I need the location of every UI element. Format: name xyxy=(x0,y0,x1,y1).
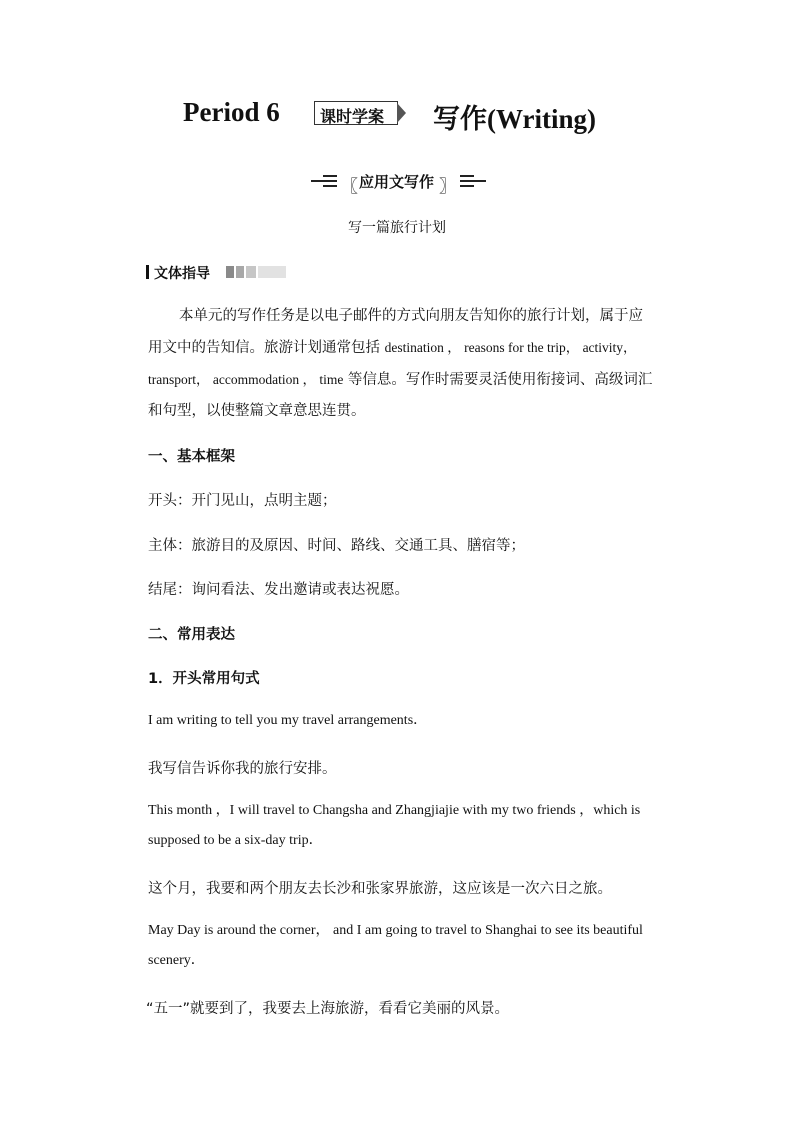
guide-text-2: 等信息。写作时需要灵活使用衔接词、高级词汇和句型，以使整篇文章意思连贯。 xyxy=(148,372,653,419)
lesson-plan-badge xyxy=(314,101,406,127)
expressions-subheading: 1．开头常用句式 xyxy=(148,671,260,687)
guide-text-1: 本单元的写作任务是以电子邮件的方式向朋友告知你的旅行计划，属于应用文中的告知信。旅游计划通常包括 xyxy=(148,308,643,356)
guide-text-en: destination ， reasons for the trip， activity， transport， accommodation ， time xyxy=(148,340,637,387)
framework-item-opening: 开头：开门见山，点明主题； xyxy=(148,493,337,509)
sentence-en-1: I am writing to tell you my travel arrangements． xyxy=(148,713,428,728)
sentence-en-3: May Day is around the corner， and I am going to travel to Shanghai to see its beautiful scenery． xyxy=(148,923,643,968)
guide-strip-icon xyxy=(226,266,286,278)
bracket-right-icon: 〗 xyxy=(439,177,456,197)
guide-label: 文体指导 xyxy=(154,266,210,282)
sentence-zh-3: “五一”就要到了，我要去上海旅游，看看它美丽的风景。 xyxy=(146,1001,510,1017)
section-banner xyxy=(311,171,486,197)
subtitle: 写一篇旅行计划 xyxy=(348,220,446,236)
sentence-en-2: This month ，I will travel to Changsha and Zhangjiajie with my two friends ，which is supposed to be a six-day trip． xyxy=(148,803,641,848)
sentence-zh-2: 这个月，我要和两个朋友去长沙和张家界旅游，这应该是一次六日之旅。 xyxy=(148,881,612,897)
framework-item-body: 主体：旅游目的及原因、时间、路线、交通工具、膳宿等； xyxy=(148,538,525,554)
decor-lines-left-icon xyxy=(311,175,341,187)
framework-item-ending: 结尾：询问看法、发出邀请或表达祝愿。 xyxy=(148,582,409,598)
guide-paragraph xyxy=(148,301,656,427)
badge-arrow-icon xyxy=(397,103,406,123)
bracket-left-icon: 〖 xyxy=(341,177,358,197)
section-title: 应用文写作 xyxy=(359,173,435,191)
expressions-heading: 二、常用表达 xyxy=(148,627,235,643)
title-period: Period 6 xyxy=(183,97,280,127)
decor-lines-right-icon xyxy=(456,175,486,187)
badge-label: 课时学案 xyxy=(320,107,385,126)
framework-heading: 一、基本框架 xyxy=(148,449,235,465)
sentence-zh-1: 我写信告诉你我的旅行安排。 xyxy=(148,761,337,777)
title-writing: 写作(Writing) xyxy=(433,104,596,134)
guide-bar-icon xyxy=(146,265,149,279)
